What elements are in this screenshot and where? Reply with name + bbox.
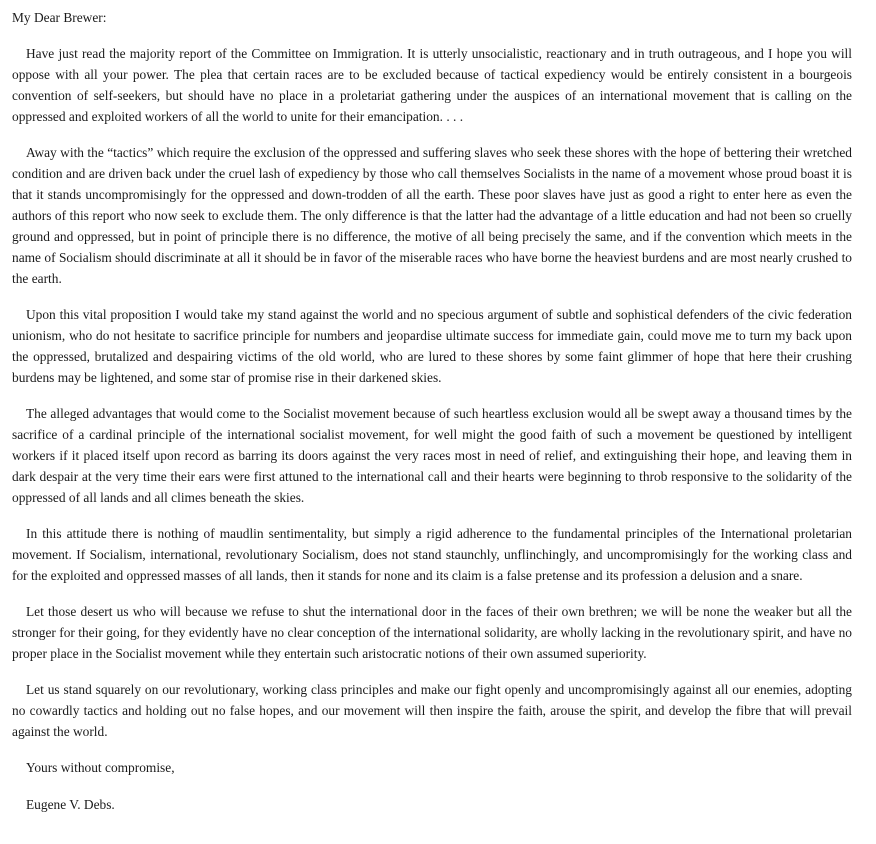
paragraph: The alleged advantages that would come to the Socialist movement because of such heartless exclusion would all be swept away a thousand times by the sacrifice of a cardinal principle of the international socialist movement, for well might the good faith of such a movement be questioned by intelligent workers if it placed itself upon record as barring its doors against the very races most in need of relief, and extinguishing their hope, and leaving them in dark despair at the very time their ears were first attuned to the international call and their hearts were beginning to throb responsive to the solidarity of the oppressed of all lands and all climes beneath the skies.	[12, 406, 852, 505]
paragraph: Upon this vital proposition I would take my stand against the world and no specious argument of subtle and sophistical defenders of the civic federation unionism, who do not hesitate to sacrifice principle for numbers and jeopardise ultimate success for immediate gain, could move me to turn my back upon the oppressed, brutalized and despairing victims of the old world, who are lured to these shores by some faint glimmer of hope that here their crushing burdens may be lightened, and some star of promise rise in their darkened skies.	[12, 307, 852, 385]
salutation: My Dear Brewer:	[12, 10, 107, 25]
closing: Yours without compromise,	[26, 760, 175, 775]
paragraph: In this attitude there is nothing of maudlin sentimentality, but simply a rigid adherence to the fundamental principles of the International proletarian movement. If Socialism, international, revolutionary Socialism, does not stand staunchly, unflinchingly, and uncompromisingly for the working class and for the exploited and oppressed masses of all lands, then it stands for none and its claim is a false pretense and its profession a delusion and a snare.	[12, 526, 852, 583]
paragraph: Let us stand squarely on our revolutionary, working class principles and make our fight openly and uncompromisingly against all our enemies, adopting no cowardly tactics and holding out no false hopes, and our movement will then inspire the faith, arouse the spirit, and develop the fibre that will prevail against the world.	[12, 682, 852, 739]
paragraph: Have just read the majority report of the Committee on Immigration. It is utterly unsocialistic, reactionary and in truth outrageous, and I hope you will oppose with all your power. The plea that certain races are to be excluded because of tactical expediency would be entirely consistent in a bourgeois convention of self-seekers, but should have no place in a proletariat gathering under the auspices of an international movement that is calling on the oppressed and exploited workers of all the world to unite for their emancipation. . . .	[12, 46, 852, 124]
signature: Eugene V. Debs.	[26, 797, 115, 812]
paragraph: Let those desert us who will because we refuse to shut the international door in the faces of their own brethren; we will be none the weaker but all the stronger for their going, for they evidently have no clear conception of the international solidarity, are wholly lacking in the revolutionary spirit, and have no proper place in the Socialist movement while they entertain such aristocratic notions of their own assumed superiority.	[12, 604, 852, 661]
paragraph: Away with the “tactics” which require the exclusion of the oppressed and suffering slaves who seek these shores with the hope of bettering their wretched condition and are driven back under the cruel lash of expediency by those who call themselves Socialists in the name of a movement whose proud boast it is that it stands uncompromisingly for the oppressed and down-trodden of all the earth. These poor slaves have just as good a right to enter here as even the authors of this report who now seek to exclude them. The only difference is that the latter had the advantage of a little education and had not been so cruelly ground and oppressed, but in point of principle there is no difference, the motive of all being precisely the same, and if the convention which meets in the name of Socialism should discriminate at all it should be in favor of the miserable races who have borne the heaviest burdens and are most nearly crushed to the earth.	[12, 145, 852, 286]
